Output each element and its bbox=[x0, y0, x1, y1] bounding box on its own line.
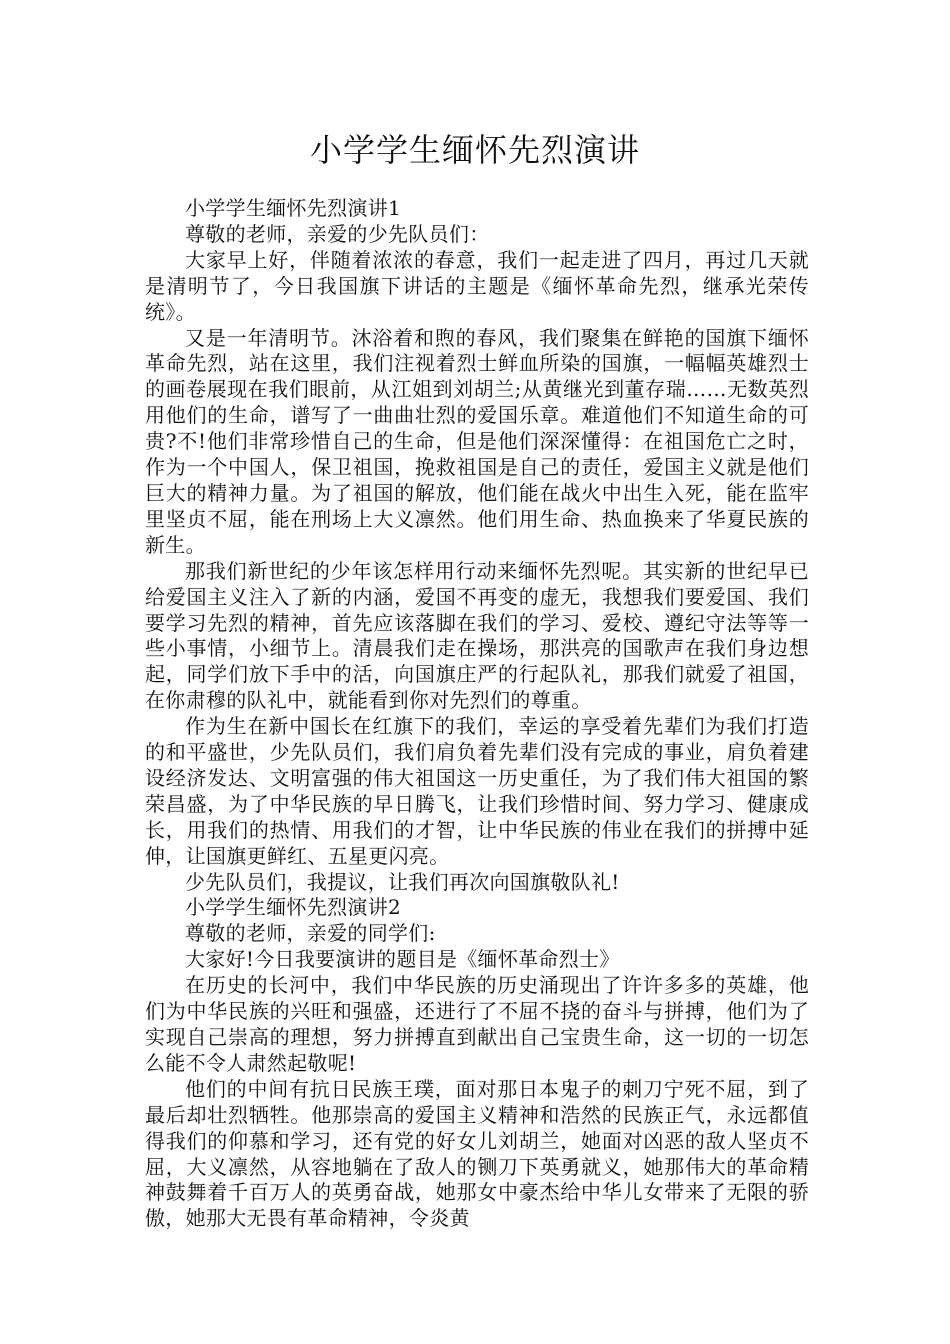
salutation-2: 尊敬的老师，亲爱的同学们: bbox=[185, 921, 436, 946]
paragraph: 少先队员们，我提议，让我们再次向国旗敬队礼! bbox=[185, 869, 620, 894]
section-heading-1: 小学学生缅怀先烈演讲1 bbox=[185, 196, 402, 220]
paragraph: 又是一年清明节。沐浴着和煦的春风，我们聚集在鲜艳的国旗下缅怀革命先烈，站在这里，我们注视着烈士鲜血所染的国旗，一幅幅英雄烈士的画卷展现在我们眼前，从江姐到刘胡兰;从黄继光到董存瑞……无数英烈用他们的生命，谱写了一曲曲壮烈的爱国乐章。难道他们不知道生命的可贵?不!他们非常珍惜自己的生命，但是他们深深懂得：在祖国危亡之时，作为一个中国人，保卫祖国，挽救祖国是自己的责任，爱国主义就是他们巨大的精神力量。为了祖国的解放，他们能在战火中出生入死，能在监牢里坚贞不屈，能在刑场上大义凛然。他们用生命、热血换来了华夏民族的新生。 bbox=[145, 325, 809, 557]
paragraph: 大家早上好，伴随着浓浓的春意，我们一起走进了四月，再过几天就是清明节了，今日我国旗下讲话的主题是《缅怀革命先烈，继承光荣传统》。 bbox=[145, 247, 809, 324]
salutation-1: 尊敬的老师，亲爱的少先队员们： bbox=[185, 221, 490, 246]
paragraph: 作为生在新中国长在红旗下的我们，幸运的享受着先辈们为我们打造的和平盛世，少先队员们，我们肩负着先辈们没有完成的事业，肩负着建设经济发达、文明富强的伟大祖国这一历史重任，为了我们伟大祖国的繁荣昌盛，为了中华民族的早日腾飞，让我们珍惜时间、努力学习、健康成长，用我们的热情、用我们的才智，让中华民族的伟业在我们的拼搏中延伸，让国旗更鲜红、五星更闪亮。 bbox=[145, 714, 809, 868]
paragraph: 在历史的长河中，我们中华民族的历史涌现出了许许多多的英雄，他们为中华民族的兴旺和强盛，还进行了不屈不挠的奋斗与拼搏，他们为了实现自己崇高的理想，努力拼搏直到献出自己宝贵生命，这一切的一切怎么能不令人肃然起敬呢! bbox=[145, 973, 809, 1075]
paragraph: 大家好!今日我要演讲的题目是《缅怀革命烈士》 bbox=[185, 947, 620, 972]
paragraph: 他们的中间有抗日民族王璞，面对那日本鬼子的刺刀宁死不屈，到了最后却壮烈牺牲。他那崇高的爱国主义精神和浩然的民族正气，永远都值得我们的仰慕和学习，还有党的好女儿刘胡兰，她面对凶恶的敌人坚贞不屈，大义凛然，从容地躺在了敌人的铡刀下英勇就义，她那伟大的革命精神鼓舞着千百万人的英勇奋战，她那女中豪杰给中华儿女带来了无限的骄傲，她那大无畏有革命精神，令炎黄 bbox=[145, 1076, 809, 1231]
document-title: 小学学生缅怀先烈演讲 bbox=[309, 131, 640, 169]
paragraph: 那我们新世纪的少年该怎样用行动来缅怀先烈呢。其实新的世纪早已给爱国主义注入了新的内涵，爱国不再变的虚无，我想我们要爱国、我们要学习先烈的精神，首先应该落脚在我们的学习、爱校、遵纪守法等等一些小事情，小细节上。清晨我们走在操场，那洪亮的国歌声在我们身边想起，同学们放下手中的活，向国旗庄严的行起队礼，那我们就爱了祖国，在你肃穆的队礼中，就能看到你对先烈们的尊重。 bbox=[145, 558, 809, 713]
document-body bbox=[145, 196, 809, 1232]
section-heading-2: 小学学生缅怀先烈演讲2 bbox=[185, 895, 402, 920]
